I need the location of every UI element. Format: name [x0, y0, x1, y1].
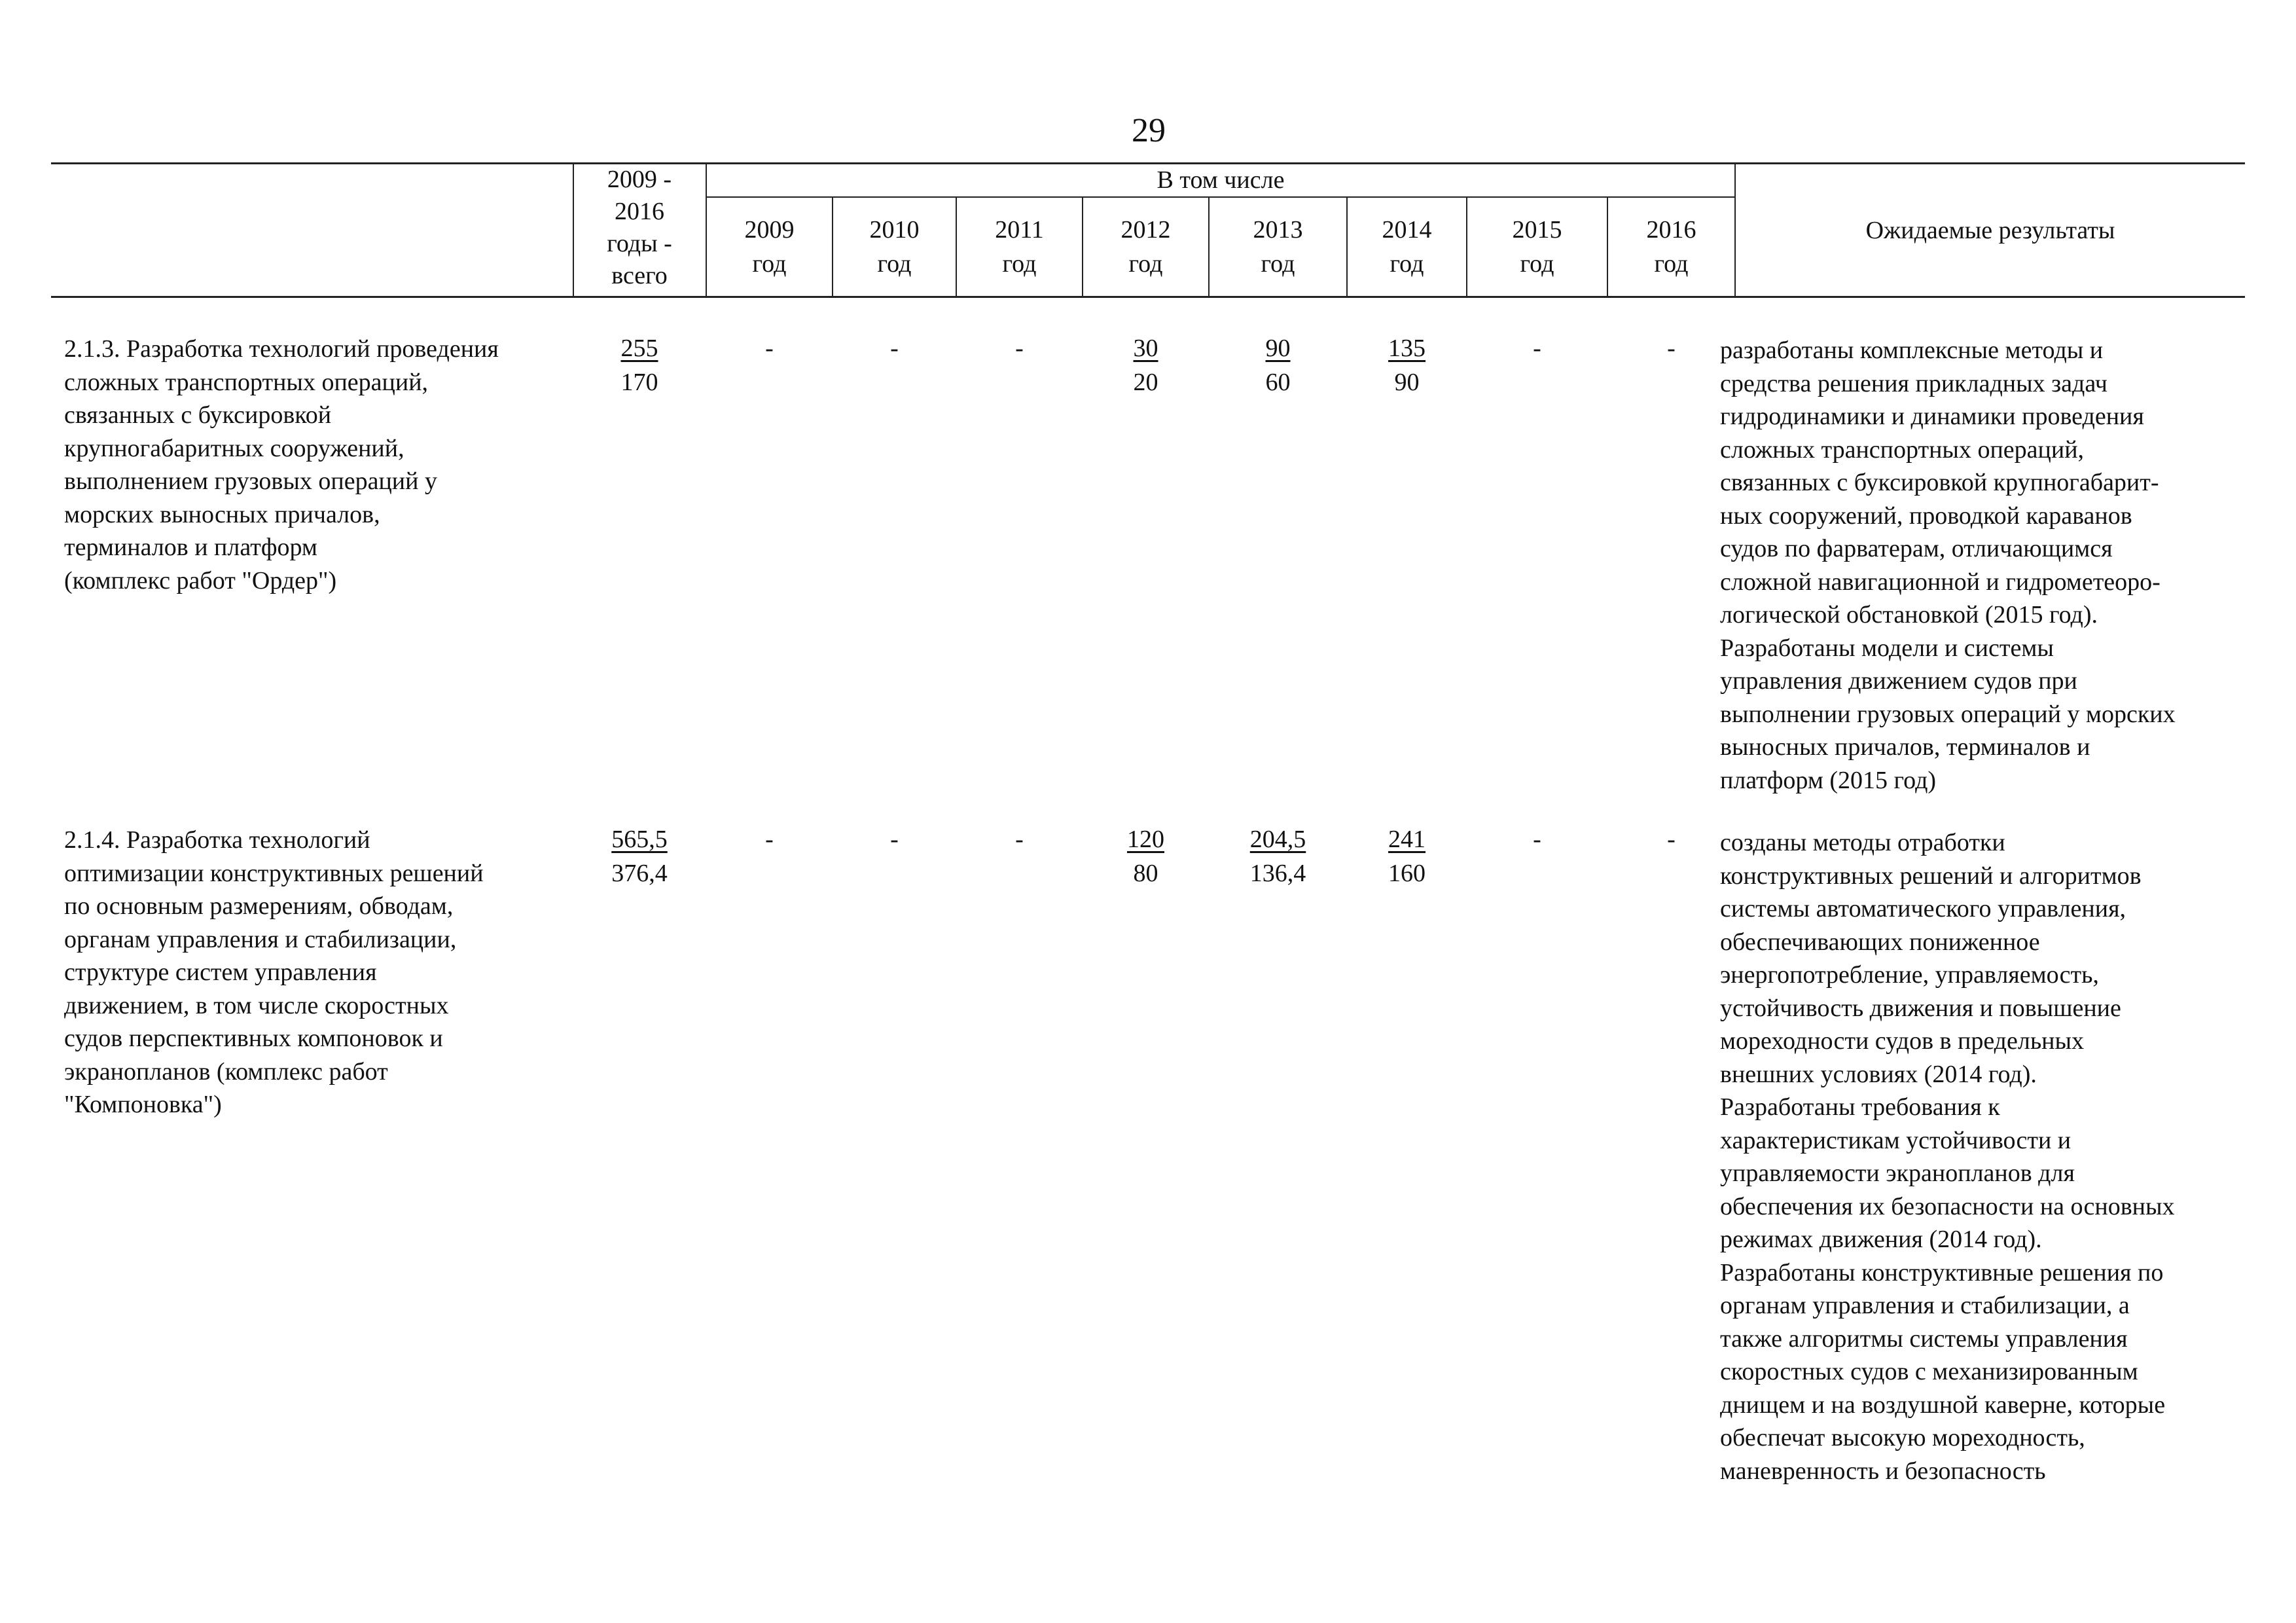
row-2-1-4-year-2011 — [957, 822, 1082, 856]
result-line: внешних условиях (2014 год). — [1720, 1060, 2037, 1088]
result-line: органам управления и стабилизации, а — [1720, 1292, 2130, 1319]
result-line: сложной навигационной и гидрометеоро- — [1720, 568, 2161, 596]
result-line: обеспечат высокую мореходность, — [1720, 1424, 2085, 1451]
result-line: обеспечения их безопасности на основных — [1720, 1192, 2175, 1220]
page-number: 29 — [1132, 112, 1166, 149]
year-top-value: - — [765, 335, 774, 362]
header-year: 2014 — [1382, 216, 1432, 244]
year-top-value: 135 — [1388, 335, 1426, 362]
title-line: движением, в том числе скоростных — [64, 991, 449, 1019]
header-year-unit: год — [752, 250, 787, 278]
header-year: 2015 — [1512, 216, 1562, 244]
header-year-unit: год — [1128, 250, 1163, 278]
result-line: днищем и на воздушной каверне, которые — [1720, 1391, 2166, 1419]
total-top-value: 255 — [620, 335, 658, 362]
year-top-value: - — [1015, 335, 1024, 362]
result-line: управления движением судов при — [1720, 667, 2077, 695]
header-results-label: Ожидаемые результаты — [1865, 217, 2115, 244]
year-top-value: - — [890, 335, 899, 362]
year-top-value: 241 — [1388, 826, 1426, 853]
result-line: судов по фарватерам, отличающимся — [1720, 535, 2113, 562]
result-line: обеспечивающих пониженное — [1720, 928, 2040, 956]
row-2-1-4-year-2012 — [1083, 822, 1208, 890]
result-line: также алгоритмы системы управления — [1720, 1324, 2128, 1353]
title-line: оптимизации конструктивных решений — [64, 859, 484, 887]
year-bottom-value: 90 — [1394, 369, 1420, 396]
year-top-value: - — [1015, 826, 1024, 853]
total-bottom-value: 170 — [620, 369, 658, 396]
title-line: 2.1.4. Разработка технологий — [64, 826, 370, 854]
year-top-value: - — [1533, 335, 1541, 362]
header-bottom-rule — [51, 296, 2245, 298]
year-top-value: 30 — [1133, 335, 1158, 362]
header-year-2012 — [1083, 213, 1208, 281]
header-total-line: годы - — [607, 230, 672, 257]
row-2-1-3-results — [1720, 334, 2244, 797]
year-top-value: - — [1533, 826, 1541, 853]
header-year-2011 — [957, 213, 1082, 281]
result-line: ных сооружений, проводкой караванов — [1720, 501, 2132, 530]
header-year-2015 — [1467, 213, 1607, 281]
title-line: 2.1.3. Разработка технологий проведения — [64, 335, 499, 363]
result-line: энергопотребление, управляемость, — [1720, 961, 2099, 989]
result-line: Разработаны модели и системы — [1720, 634, 2054, 662]
result-line: платформ (2015 год) — [1720, 766, 1937, 794]
row-2-1-3-title — [64, 333, 575, 597]
header-year-unit: год — [877, 250, 912, 278]
title-line: морских выносных причалов, — [64, 500, 380, 528]
result-line: выполнении грузовых операций у морских — [1720, 700, 2176, 728]
year-top-value: 204,5 — [1249, 826, 1306, 853]
year-bottom-value: 136,4 — [1249, 860, 1306, 887]
header-total-line: всего — [611, 262, 668, 289]
header-year: 2011 — [995, 216, 1044, 244]
header-year-unit: год — [1654, 250, 1689, 278]
result-line: логической обстановкой (2015 год). — [1720, 601, 2098, 629]
title-line: органам управления и стабилизации, — [64, 925, 457, 953]
row-2-1-3-year-2011 — [957, 331, 1082, 365]
result-line: мореходности судов в предельных — [1720, 1027, 2085, 1055]
result-line: управляемости экранопланов для — [1720, 1159, 2075, 1187]
result-line: гидродинамики и динамики проведения — [1720, 403, 2144, 430]
title-line: (комплекс работ "Ордер") — [64, 566, 337, 594]
title-line: судов перспективных компоновок и — [64, 1025, 443, 1052]
result-line: разработаны комплексные методы и — [1720, 337, 2104, 364]
header-year: 2016 — [1646, 216, 1696, 244]
year-bottom-value: 60 — [1265, 369, 1291, 396]
header-year: 2010 — [869, 216, 920, 244]
title-line: сложных транспортных операций, — [64, 368, 429, 396]
year-top-value: - — [1667, 335, 1676, 362]
result-line: характеристикам устойчивости и — [1720, 1126, 2072, 1154]
header-year-unit: год — [1002, 250, 1037, 278]
year-bottom-value: 80 — [1133, 860, 1158, 887]
row-2-1-4-total — [574, 822, 705, 890]
header-year-2014 — [1348, 213, 1466, 281]
result-line: сложных транспортных операций, — [1720, 435, 2085, 464]
year-top-value: - — [890, 826, 899, 853]
title-line: терминалов и платформ — [64, 534, 317, 561]
result-line: скоростных судов с механизированным — [1720, 1358, 2138, 1385]
header-group-label: В том числе — [1157, 166, 1285, 194]
year-top-value: - — [1667, 826, 1676, 853]
result-line: режимах движения (2014 год). — [1720, 1226, 2042, 1253]
header-total-label — [574, 164, 705, 292]
row-2-1-4-year-2009 — [707, 822, 832, 856]
row-2-1-3-year-2015 — [1467, 331, 1607, 365]
header-year-2013 — [1210, 213, 1346, 281]
header-total-line: 2009 - — [607, 166, 672, 193]
header-year-2010 — [833, 213, 956, 281]
result-line: устойчивость движения и повышение — [1720, 994, 2121, 1022]
row-2-1-3-year-2009 — [707, 331, 832, 365]
year-top-value: - — [765, 826, 774, 853]
year-bottom-value: 20 — [1133, 369, 1158, 396]
year-bottom-value: 160 — [1388, 860, 1426, 887]
header-year: 2013 — [1253, 216, 1303, 244]
title-line: связанных с буксировкой — [64, 401, 332, 429]
header-year-2016 — [1608, 213, 1734, 281]
result-line: средства решения прикладных задач — [1720, 369, 2108, 397]
row-2-1-4-year-2013 — [1210, 822, 1346, 890]
header-year: 2012 — [1121, 216, 1171, 244]
row-2-1-3-year-2013 — [1210, 331, 1346, 399]
table-top-rule — [51, 162, 2245, 164]
header-year-unit: год — [1261, 250, 1295, 278]
row-2-1-4-year-2010 — [833, 822, 956, 856]
row-2-1-3-total — [574, 331, 705, 399]
result-line: связанных с буксировкой крупногабарит- — [1720, 469, 2159, 496]
group-header-rule — [707, 196, 1734, 198]
result-line: конструктивных решений и алгоритмов — [1720, 862, 2142, 890]
year-top-value: 90 — [1265, 335, 1291, 362]
title-line: по основным размерениям, обводам, — [64, 892, 454, 920]
header-year-2009 — [707, 213, 832, 281]
title-line: "Компоновка") — [64, 1091, 222, 1118]
total-bottom-value: 376,4 — [611, 860, 668, 887]
title-line: выполнением грузовых операций у — [64, 467, 437, 495]
header-year-unit: год — [1390, 250, 1424, 278]
year-top-value: 120 — [1127, 826, 1164, 853]
result-line: созданы методы отработки — [1720, 829, 2005, 856]
result-line: маневренность и безопасность — [1720, 1457, 2046, 1485]
total-top-value: 565,5 — [611, 826, 668, 853]
row-2-1-4-year-2014 — [1348, 822, 1466, 890]
row-2-1-4-year-2016 — [1608, 822, 1734, 856]
title-line: экранопланов (комплекс работ — [64, 1057, 388, 1085]
row-2-1-4-title — [64, 824, 575, 1122]
header-year-unit: год — [1520, 250, 1554, 278]
title-line: структуре систем управления — [64, 958, 377, 986]
row-2-1-4-results — [1720, 826, 2244, 1487]
header-year: 2009 — [744, 216, 795, 244]
row-2-1-3-year-2010 — [833, 331, 956, 365]
row-2-1-3-year-2016 — [1608, 331, 1734, 365]
row-2-1-3-year-2014 — [1348, 331, 1466, 399]
result-line: выносных причалов, терминалов и — [1720, 733, 2090, 761]
result-line: системы автоматического управления, — [1720, 895, 2126, 922]
result-line: Разработаны требования к — [1720, 1093, 2000, 1121]
title-line: крупногабаритных сооружений, — [64, 434, 404, 462]
result-line: Разработаны конструктивные решения по — [1720, 1258, 2164, 1286]
row-2-1-4-year-2015 — [1467, 822, 1607, 856]
header-total-line: 2016 — [615, 198, 664, 225]
row-2-1-3-year-2012 — [1083, 331, 1208, 399]
